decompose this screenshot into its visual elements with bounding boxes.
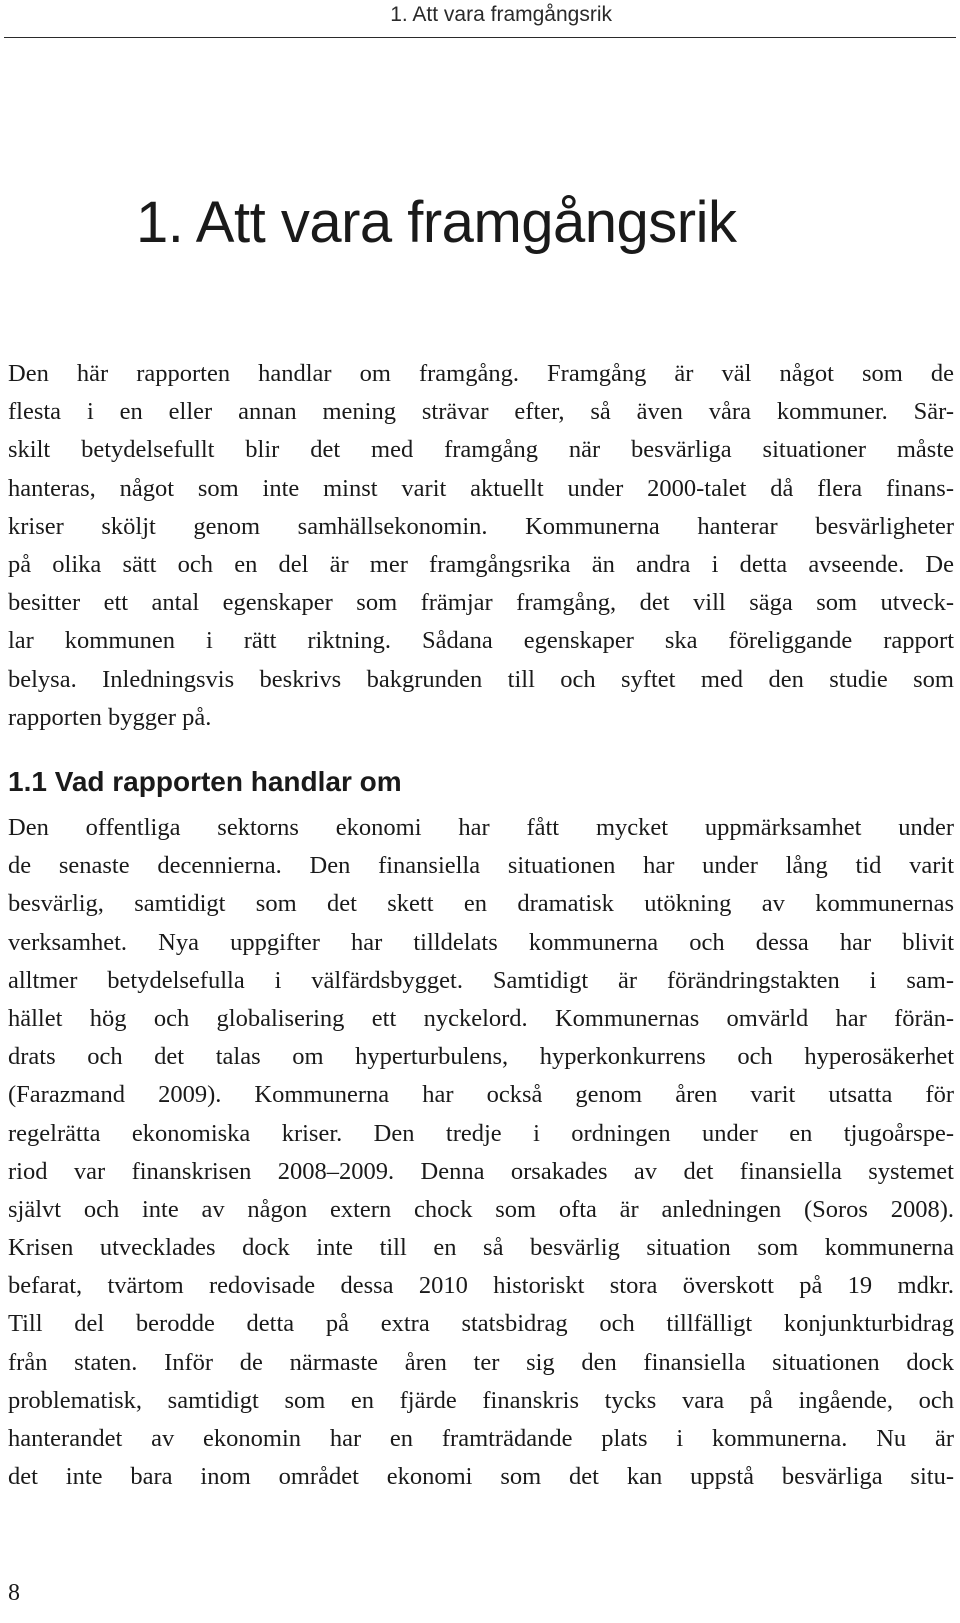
- text-line: Krisen utvecklades dock inte till en så besvärlig situation som kommunerna: [8, 1234, 954, 1262]
- text-line: besvärlig, samtidigt som det skett en dramatisk utökning av kommunernas: [8, 890, 954, 918]
- text-line: besitter ett antal egenskaper som främjar framgång, det vill säga som utveck-: [8, 589, 954, 617]
- running-header-title: 1. Att vara framgångsrik: [390, 3, 612, 26]
- text-line: hanterandet av ekonomin har en framträdande plats i kommunerna. Nu är: [8, 1425, 954, 1452]
- text-line: befarat, tvärtom redovisade dessa 2010 historiskt stora överskott på 19 mdkr.: [8, 1272, 954, 1300]
- text-line: det inte bara inom området ekonomi som det kan uppstå besvärliga situ-: [8, 1463, 954, 1491]
- text-line: regelrätta ekonomiska kriser. Den tredje i ordningen under en tjugoårspe-: [8, 1119, 954, 1147]
- text-line: Den offentliga sektorns ekonomi har fått mycket uppmärksamhet under: [8, 814, 954, 841]
- text-line: drats och det talas om hyperturbulens, hyperkonkurrens och hyperosäkerhet: [8, 1043, 954, 1071]
- text-line: rapporten bygger på.: [8, 703, 212, 731]
- chapter-title: 1. Att vara framgångsrik: [136, 190, 737, 255]
- text-line: de senaste decennierna. Den finansiella situationen har under lång tid varit: [8, 852, 954, 880]
- section-paragraph: [8, 809, 954, 1496]
- text-line: kriser sköljt genom samhällsekonomin. Kommunerna hanterar besvärligheter: [8, 512, 954, 540]
- text-line: Till del berodde detta på extra statsbidrag och tillfälligt konjunkturbidrag: [8, 1310, 954, 1338]
- text-line: hanteras, något som inte minst varit aktuellt under 2000-talet då flera finans-: [8, 474, 954, 502]
- section-heading: 1.1 Vad rapporten handlar om: [8, 766, 402, 797]
- text-line: från staten. Inför de närmaste åren ter sig den finansiella situationen dock: [8, 1348, 954, 1376]
- intro-paragraph: [8, 355, 954, 737]
- text-line: alltmer betydelsefulla i välfärdsbygget. Samtidigt är förändringstakten i sam-: [8, 966, 954, 994]
- text-line: belysa. Inledningsvis beskrivs bakgrunden till och syftet med den studie som: [8, 665, 954, 693]
- text-line: problematisk, samtidigt som en fjärde finanskris tycks vara på ingående, och: [8, 1386, 954, 1414]
- text-line: riod var finanskrisen 2008–2009. Denna orsakades av det finansiella systemet: [8, 1157, 954, 1185]
- header-rule: [4, 37, 956, 38]
- text-line: verksamhet. Nya uppgifter har tilldelats kommunerna och dessa har blivit: [8, 928, 954, 956]
- page-number: 8: [8, 1580, 20, 1606]
- text-line: på olika sätt och en del är mer framgångsrika än andra i detta avseende. De: [8, 550, 954, 578]
- text-line: flesta i en eller annan mening strävar efter, så även våra kommuner. Sär-: [8, 398, 954, 426]
- text-line: Den här rapporten handlar om framgång. Framgång är väl något som de: [8, 360, 954, 387]
- text-line: skilt betydelsefullt blir det med framgång när besvärliga situationer måste: [8, 436, 954, 464]
- text-line: lar kommunen i rätt riktning. Sådana egenskaper ska föreliggande rapport: [8, 627, 954, 655]
- text-line: självt och inte av någon extern chock som ofta är anledningen (Soros 2008).: [8, 1195, 954, 1223]
- text-line: hället hög och globalisering ett nyckelord. Kommunernas omvärld har förän-: [8, 1004, 954, 1032]
- running-header: [0, 0, 960, 38]
- text-line: (Farazmand 2009). Kommunerna har också genom åren varit utsatta för: [8, 1081, 954, 1109]
